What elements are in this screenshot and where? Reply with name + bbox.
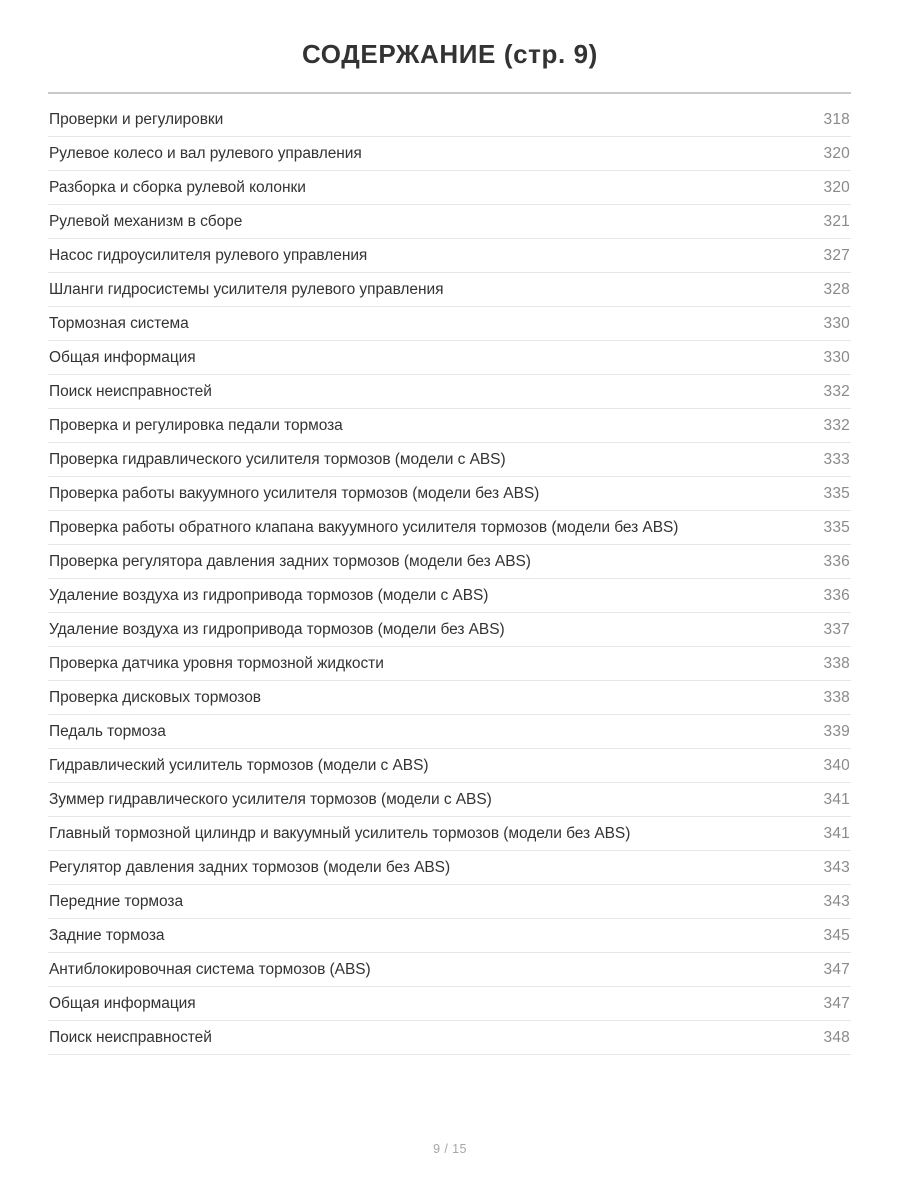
- toc-entry[interactable]: [48, 1021, 851, 1055]
- toc-entry-page-number: 338: [823, 655, 850, 672]
- toc-entry-page-number: 332: [823, 417, 850, 434]
- toc-entry[interactable]: [48, 681, 851, 715]
- toc-entry[interactable]: [48, 307, 851, 341]
- toc-entry[interactable]: [48, 273, 851, 307]
- toc-entry-title: Проверка дисковых тормозов: [49, 689, 261, 706]
- toc-entry[interactable]: [48, 749, 851, 783]
- toc-entry-title: Проверка и регулировка педали тормоза: [49, 417, 343, 434]
- toc-entry-page-number: 330: [823, 349, 850, 366]
- toc-entry-page-number: 337: [823, 621, 850, 638]
- toc-entry[interactable]: [48, 817, 851, 851]
- toc-entry[interactable]: [48, 103, 851, 137]
- toc-entry-title: Проверка регулятора давления задних тормозов (модели без ABS): [49, 553, 531, 570]
- toc-entry[interactable]: [48, 851, 851, 885]
- toc-entry-page-number: 321: [823, 213, 850, 230]
- toc-entry[interactable]: [48, 137, 851, 171]
- toc-entry[interactable]: [48, 613, 851, 647]
- toc-entry-title: Зуммер гидравлического усилителя тормозов (модели с ABS): [49, 791, 492, 808]
- toc-entry-page-number: 340: [823, 757, 850, 774]
- toc-entry-title: Рулевой механизм в сборе: [49, 213, 243, 230]
- toc-entry-page-number: 345: [823, 927, 850, 944]
- toc-entry-page-number: 320: [823, 145, 850, 162]
- toc-entry-title: Проверка датчика уровня тормозной жидкости: [49, 655, 384, 672]
- toc-entry-title: Общая информация: [49, 349, 196, 366]
- toc-entry-title: Регулятор давления задних тормозов (модели без ABS): [49, 859, 451, 876]
- toc-entry-page-number: 335: [823, 485, 850, 502]
- toc-entry-page-number: 336: [823, 587, 850, 604]
- toc-entry-page-number: 327: [823, 247, 850, 264]
- toc-entry[interactable]: [48, 885, 851, 919]
- toc-entry-title: Удаление воздуха из гидропривода тормозов (модели с ABS): [49, 587, 489, 604]
- toc-entry-title: Тормозная система: [49, 315, 189, 332]
- toc-entry-page-number: 339: [823, 723, 850, 740]
- toc-entry-page-number: 338: [823, 689, 850, 706]
- toc-entry-page-number: 336: [823, 553, 850, 570]
- toc-entry-title: Проверки и регулировки: [49, 111, 224, 128]
- toc-entry-page-number: 332: [823, 383, 850, 400]
- toc-entry[interactable]: [48, 375, 851, 409]
- toc-entry-title: Поиск неисправностей: [49, 383, 212, 400]
- toc-entry-title: Передние тормоза: [49, 893, 184, 910]
- toc-entry-page-number: 318: [823, 111, 850, 128]
- toc-entry-title: Проверка работы обратного клапана вакуумного усилителя тормозов (модели без ABS): [49, 519, 679, 536]
- toc-entry-title: Общая информация: [49, 995, 196, 1012]
- toc-entry-page-number: 330: [823, 315, 850, 332]
- toc-entry[interactable]: [48, 511, 851, 545]
- toc-entry-page-number: 341: [823, 791, 850, 808]
- toc-entry-title: Педаль тормоза: [49, 723, 166, 740]
- table-of-contents: [0, 103, 900, 1055]
- toc-entry-title: Проверка гидравлического усилителя тормозов (модели с ABS): [49, 451, 506, 468]
- title-divider: [48, 92, 851, 94]
- page-title: СОДЕРЖАНИЕ (стр. 9): [302, 39, 598, 69]
- toc-entry[interactable]: [48, 647, 851, 681]
- toc-entry[interactable]: [48, 579, 851, 613]
- toc-entry-title: Удаление воздуха из гидропривода тормозов (модели без ABS): [49, 621, 505, 638]
- toc-entry[interactable]: [48, 919, 851, 953]
- page-footer: 9 / 15: [433, 1142, 467, 1156]
- toc-entry-title: Шланги гидросистемы усилителя рулевого управления: [49, 281, 444, 298]
- toc-entry[interactable]: [48, 477, 851, 511]
- toc-entry-title: Насос гидроусилителя рулевого управления: [49, 247, 368, 264]
- toc-entry-title: Рулевое колесо и вал рулевого управления: [49, 145, 362, 162]
- toc-entry[interactable]: [48, 239, 851, 273]
- toc-entry[interactable]: [48, 783, 851, 817]
- toc-entry-page-number: 347: [823, 995, 850, 1012]
- toc-entry-title: Задние тормоза: [49, 927, 165, 944]
- toc-entry-page-number: 333: [823, 451, 850, 468]
- toc-entry[interactable]: [48, 443, 851, 477]
- toc-entry-page-number: 343: [823, 859, 850, 876]
- toc-entry-title: Антиблокировочная система тормозов (ABS): [49, 961, 371, 978]
- toc-entry-title: Поиск неисправностей: [49, 1029, 212, 1046]
- toc-entry[interactable]: [48, 715, 851, 749]
- toc-entry[interactable]: [48, 341, 851, 375]
- toc-entry-page-number: 347: [823, 961, 850, 978]
- toc-entry[interactable]: [48, 205, 851, 239]
- toc-entry-title: Гидравлический усилитель тормозов (модели с ABS): [49, 757, 429, 774]
- toc-entry-title: Проверка работы вакуумного усилителя тормозов (модели без ABS): [49, 485, 540, 502]
- toc-entry[interactable]: [48, 987, 851, 1021]
- toc-entry[interactable]: [48, 171, 851, 205]
- toc-entry[interactable]: [48, 409, 851, 443]
- toc-entry[interactable]: [48, 545, 851, 579]
- toc-entry-page-number: 320: [823, 179, 850, 196]
- toc-entry-page-number: 343: [823, 893, 850, 910]
- toc-entry-page-number: 341: [823, 825, 850, 842]
- toc-entry-page-number: 328: [823, 281, 850, 298]
- toc-entry-page-number: 348: [823, 1029, 850, 1046]
- toc-entry[interactable]: [48, 953, 851, 987]
- toc-entry-title: Разборка и сборка рулевой колонки: [49, 179, 306, 196]
- toc-entry-title: Главный тормозной цилиндр и вакуумный усилитель тормозов (модели без ABS): [49, 825, 631, 842]
- toc-entry-page-number: 335: [823, 519, 850, 536]
